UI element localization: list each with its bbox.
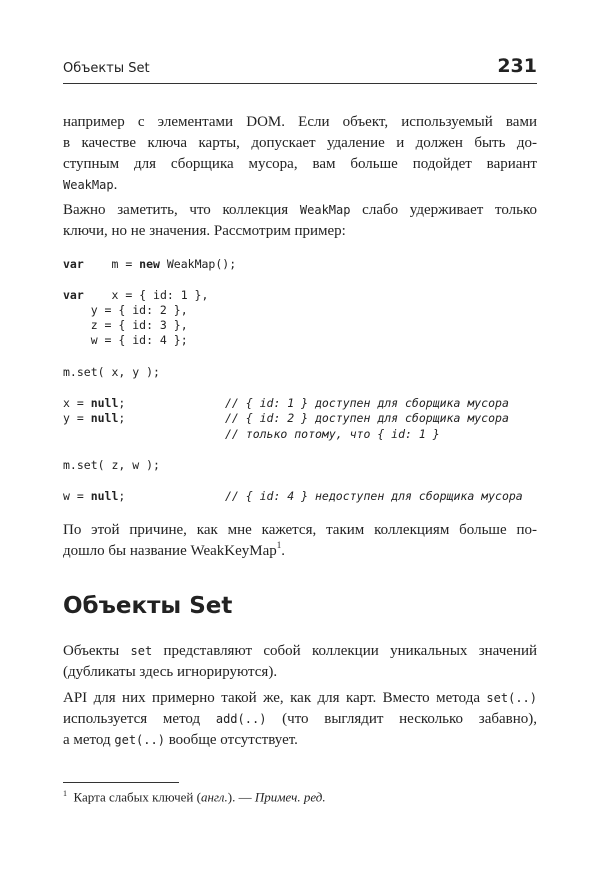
footnote bbox=[63, 789, 326, 805]
text-line: ступным для сборщика мусора, вам больше подойдет вариант bbox=[63, 156, 537, 172]
paragraph-set-api bbox=[63, 688, 537, 751]
code-text: ; bbox=[118, 396, 126, 410]
text-line: По этой причине, как мне кажется, таким коллекциям больше по- bbox=[63, 522, 537, 538]
inline-code: WeakMap bbox=[299, 203, 351, 217]
inline-code: set bbox=[130, 644, 153, 658]
header-rule bbox=[63, 83, 537, 84]
paragraph-weakkeymap bbox=[63, 520, 537, 562]
text-fragment: дошло бы название WeakKeyMap bbox=[63, 543, 277, 559]
code-text: x = { id: 1 }, bbox=[83, 288, 209, 302]
code-line: w = { id: 4 }; bbox=[63, 333, 188, 347]
footnote-emphasis: Примеч. ред. bbox=[254, 789, 326, 805]
inline-code: get(..) bbox=[114, 733, 165, 747]
text-fragment: слабо удерживает только bbox=[350, 202, 538, 218]
code-text: m = bbox=[83, 257, 140, 271]
text-fragment: вообще отсутствует. bbox=[164, 732, 298, 748]
code-line: m.set( x, y ); bbox=[63, 365, 160, 379]
code-comment: // { id: 4 } недоступен для сборщика мусора bbox=[225, 489, 523, 503]
code-comment: // { id: 2 } доступен для сборщика мусора bbox=[225, 411, 509, 425]
code-text: WeakMap(); bbox=[159, 257, 237, 271]
paragraph-weakmap-note bbox=[63, 200, 537, 242]
code-line bbox=[63, 395, 509, 411]
code-text: w = bbox=[63, 489, 91, 503]
code-line bbox=[63, 287, 208, 303]
inline-code: WeakMap bbox=[63, 178, 114, 192]
section-heading: Объекты Set bbox=[63, 593, 233, 619]
code-keyword: null bbox=[90, 489, 119, 503]
text-line bbox=[63, 541, 537, 562]
code-comment: // { id: 1 } доступен для сборщика мусора bbox=[225, 396, 509, 410]
code-keyword: var bbox=[63, 288, 84, 302]
code-text: y = bbox=[63, 411, 91, 425]
text-line bbox=[63, 688, 537, 709]
code-line bbox=[63, 426, 543, 442]
text-line: (дубликаты здесь игнорируются). bbox=[63, 664, 278, 680]
footnote-rule bbox=[63, 782, 179, 783]
text-fragment: а метод bbox=[63, 732, 115, 748]
running-header bbox=[63, 55, 537, 81]
text-line bbox=[63, 730, 537, 751]
footnote-ref: 1 bbox=[276, 540, 282, 550]
code-text: ; bbox=[118, 411, 126, 425]
code-line: z = { id: 3 }, bbox=[63, 318, 188, 332]
text-fragment: API для них примерно такой же, как для карт. Вместо метода bbox=[63, 690, 487, 706]
text-line bbox=[63, 641, 537, 662]
text-line: в качестве ключа карты, допускает удаление и должен быть до- bbox=[63, 135, 537, 151]
code-line bbox=[63, 488, 523, 504]
text-line bbox=[63, 709, 537, 730]
code-keyword: var bbox=[63, 257, 84, 271]
text-fragment: представляют собой коллекции уникальных значений bbox=[152, 643, 537, 659]
footnote-marker: 1 bbox=[63, 789, 67, 798]
footnote-emphasis: англ. bbox=[200, 789, 228, 805]
code-line bbox=[63, 256, 236, 272]
text-fragment: . bbox=[281, 543, 285, 559]
paragraph-weakmap-usage bbox=[63, 112, 537, 196]
text-line: ключи, но не значения. Рассмотрим пример: bbox=[63, 223, 346, 239]
code-text: x = bbox=[63, 396, 91, 410]
paragraph-set-intro bbox=[63, 641, 537, 683]
code-comment: // только потому, что { id: 1 } bbox=[225, 427, 440, 441]
inline-code: set(..) bbox=[486, 691, 537, 705]
code-keyword: null bbox=[90, 411, 119, 425]
text-line bbox=[63, 200, 537, 221]
footnote-text: Карта слабых ключей ( bbox=[73, 789, 201, 805]
page-number: 231 bbox=[497, 55, 537, 77]
code-keyword: null bbox=[90, 396, 119, 410]
footnote-text: ). — bbox=[227, 789, 255, 805]
code-line: m.set( z, w ); bbox=[63, 458, 160, 472]
text-fragment: . bbox=[113, 177, 118, 193]
code-text: ; bbox=[118, 489, 126, 503]
text-fragment: используется метод bbox=[63, 711, 216, 727]
text-fragment: Важно заметить, что коллекция bbox=[63, 202, 300, 218]
text-line bbox=[63, 175, 537, 196]
inline-code: add(..) bbox=[215, 712, 267, 726]
code-line: y = { id: 2 }, bbox=[63, 303, 188, 317]
code-line bbox=[63, 410, 509, 426]
text-line: например с элементами DOM. Если объект, используемый вами bbox=[63, 114, 537, 130]
running-header-title: Объекты Set bbox=[63, 61, 150, 76]
text-fragment: (что выглядит несколько забавно), bbox=[266, 711, 537, 727]
text-fragment: Объекты bbox=[63, 643, 131, 659]
code-keyword: new bbox=[139, 257, 160, 271]
